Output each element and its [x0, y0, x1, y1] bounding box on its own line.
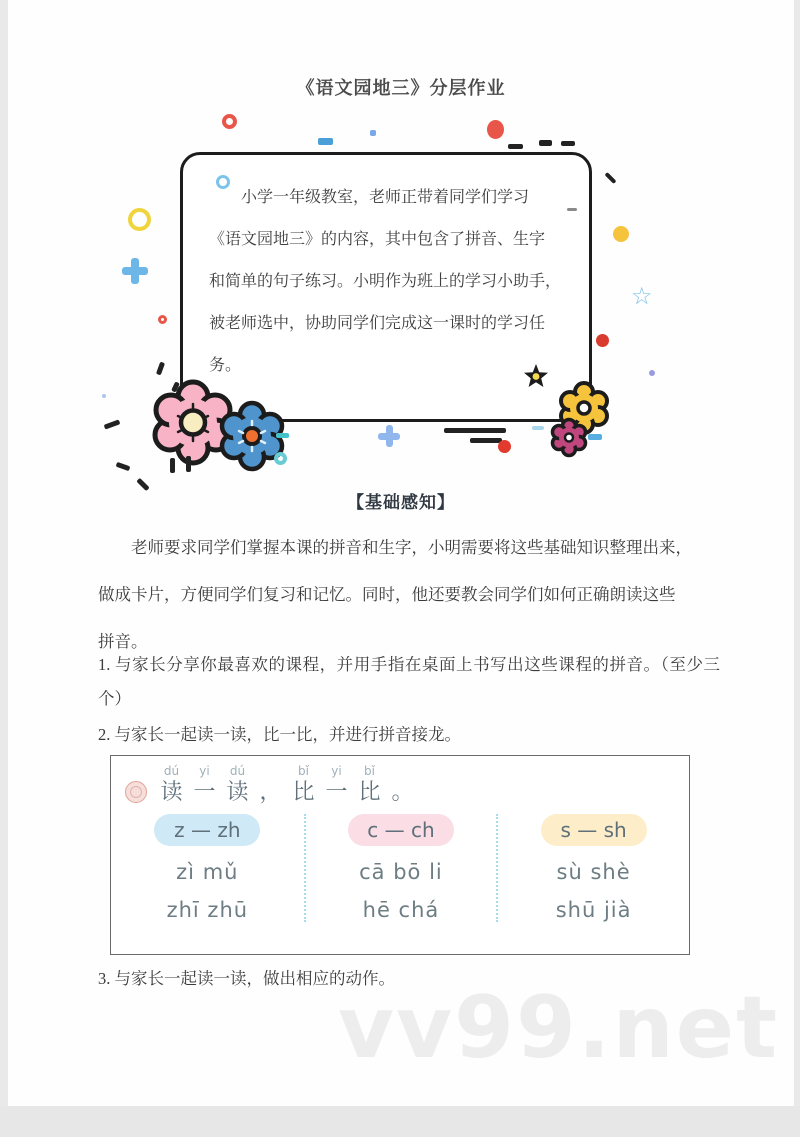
black-diagonal-icon [604, 172, 616, 184]
intro-scene [8, 100, 794, 480]
watermark: vv99.net [338, 978, 780, 1078]
pinyin-word: cā bō li [359, 860, 443, 884]
black-line-icon [444, 428, 506, 433]
intro-box [180, 152, 592, 422]
small-red-ring-icon [158, 315, 167, 324]
blue-square-icon [370, 130, 376, 136]
sparkle-dash-icon [170, 458, 175, 473]
pinyin-column-z-zh [111, 814, 304, 922]
task-item-3: 3. 与家长一起读一读，做出相应的动作。 [98, 969, 395, 988]
lightblue-dash-icon [532, 426, 544, 430]
pinyin-compare-box [110, 755, 690, 955]
blue-plus-icon [122, 258, 148, 284]
sparkle-dash-icon [186, 456, 191, 472]
teal-dash-icon [276, 433, 289, 438]
sparkle-dash-icon [102, 394, 106, 398]
pinyin-columns [111, 814, 689, 922]
pill-s-sh: s — sh [541, 814, 647, 846]
pinyin-column-s-sh [496, 814, 689, 922]
sparkle-dash-icon [156, 362, 165, 376]
purple-dot-icon [649, 370, 655, 376]
task-item-1: 1. 与家长分享你最喜欢的课程，并用手指在桌面上书写出这些课程的拼音。（至少三个） [98, 655, 720, 708]
gray-dash-icon [567, 208, 577, 211]
intro-paragraph: 老师要求同学们掌握本课的拼音和生字，小明需要将这些基础知识整理出来， 做成卡片，方便同学们复习和记忆。同时，他还要教会同学们如何正确朗读这些 拼音。 [98, 538, 692, 651]
seal-icon [125, 781, 147, 803]
page-title: 《语文园地三》分层作业 [296, 78, 506, 98]
black-dash-icon [561, 141, 575, 146]
pinyin-box-title: dú 读 yi 一 dú 读 ， bǐ 比 yi 一 bǐ 比 。 [125, 764, 419, 806]
black-dash-icon [539, 140, 552, 146]
black-line-icon [470, 438, 502, 443]
lightblue-plus-icon [378, 425, 400, 447]
pinyin-word: zhī zhū [166, 898, 249, 922]
blue-dash-icon [588, 434, 602, 440]
pinyin-column-c-ch [304, 814, 497, 922]
sparkle-dash-icon [116, 462, 131, 471]
blue-star-icon: ☆ [631, 282, 653, 310]
black-dash-icon [508, 144, 523, 149]
document-page [8, 0, 794, 1106]
red-ring-icon [222, 114, 237, 129]
magenta-flower-icon [550, 418, 588, 456]
red-dot-icon [596, 334, 609, 347]
sparkle-dash-icon [104, 419, 121, 429]
section-header: 【基础感知】 [347, 493, 455, 512]
blue-ring-icon [216, 175, 230, 189]
pill-c-ch: c — ch [348, 814, 454, 846]
yellow-dot-icon [613, 226, 629, 242]
pinyin-word: sù shè [556, 860, 631, 884]
intro-text: 小学一年级教室，老师正带着同学们学习 《语文园地三》的内容，其中包含了拼音、生字 和简单的句子练习。小明作为班上的学习小助手， 被老师选中，协助同学们完成这一课时的学习任 务。 [209, 189, 562, 374]
red-dot-icon [498, 440, 511, 453]
red-dot-icon [487, 120, 504, 139]
yellow-ring-icon [128, 208, 151, 231]
task-item-2: 2. 与家长一起读一读，比一比，并进行拼音接龙。 [98, 725, 461, 744]
pinyin-word: shū jià [555, 898, 632, 922]
pinyin-word: zì mǔ [176, 860, 239, 884]
pinyin-word: hē chá [362, 898, 440, 922]
teal-ring-icon [274, 452, 287, 465]
black-star-icon [523, 363, 549, 389]
page-bottom-edge [0, 1106, 800, 1137]
blue-dash-icon [318, 138, 333, 145]
pill-z-zh: z — zh [154, 814, 260, 846]
